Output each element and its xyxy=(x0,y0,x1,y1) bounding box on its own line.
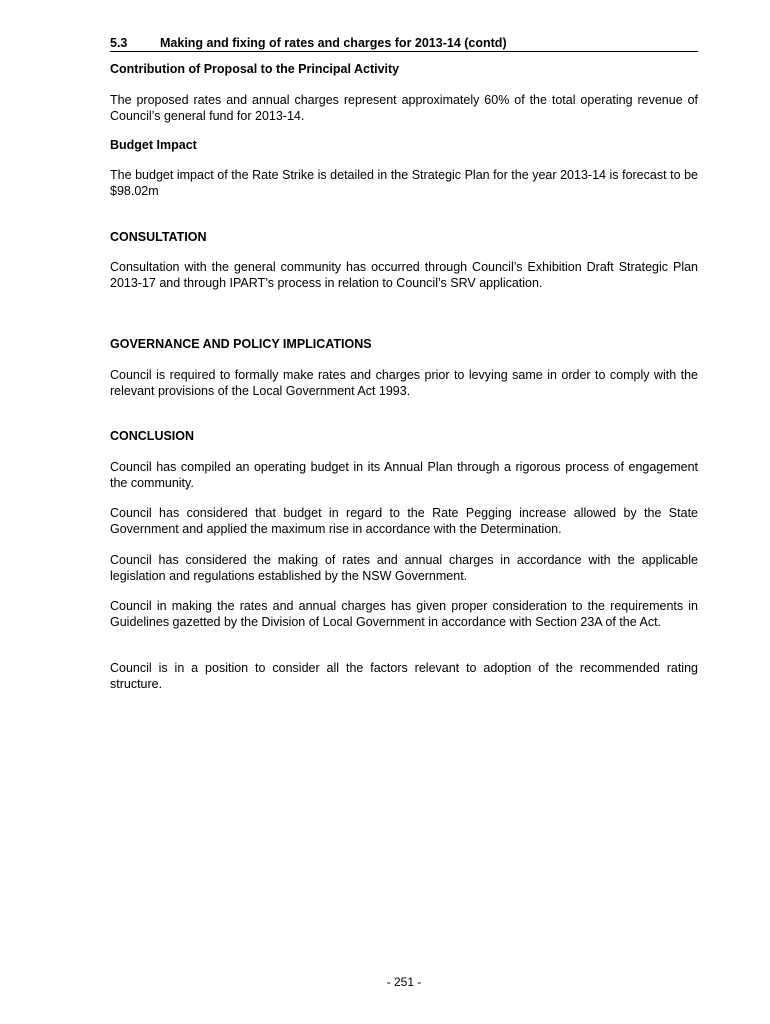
section-number: 5.3 xyxy=(110,36,128,50)
page-number: - 251 - xyxy=(386,975,422,989)
conclusion-paragraph: Council has considered that budget in regard to the Rate Pegging increase allowed by the State Government and applied the maximum rise in accordance with the Determination. xyxy=(110,506,698,536)
section-title: Making and fixing of rates and charges for 2013-14 (contd) xyxy=(160,36,507,50)
contribution-text: The proposed rates and annual charges represent approximately 60% of the total operating revenue of Council’s general fund for 2013-14. xyxy=(110,93,698,123)
contribution-heading: Contribution of Proposal to the Principal Activity xyxy=(110,62,400,76)
conclusion-paragraph: Council has compiled an operating budget in its Annual Plan through a rigorous process of engagement the community. xyxy=(110,460,698,490)
consultation-text: Consultation with the general community has occurred through Council’s Exhibition Draft Strategic Plan 2013-17 and through IPART’s process in relation to Council’s SRV application. xyxy=(110,260,698,290)
governance-text: Council is required to formally make rates and charges prior to levying same in order to comply with the relevant provisions of the Local Government Act 1993. xyxy=(110,368,698,398)
budget-impact-heading: Budget Impact xyxy=(110,138,197,152)
document-page xyxy=(110,0,698,1024)
conclusion-paragraph: Council has considered the making of rates and annual charges in accordance with the applicable legislation and regulations established by the NSW Government. xyxy=(110,553,698,583)
section-header xyxy=(110,36,698,52)
consultation-heading: CONSULTATION xyxy=(110,230,207,244)
conclusion-paragraph: Council is in a position to consider all the factors relevant to adoption of the recommended rating structure. xyxy=(110,661,698,691)
governance-heading: GOVERNANCE AND POLICY IMPLICATIONS xyxy=(110,337,372,351)
conclusion-heading: CONCLUSION xyxy=(110,429,195,443)
budget-impact-text: The budget impact of the Rate Strike is detailed in the Strategic Plan for the year 2013-14 is forecast to be $98.02m xyxy=(110,168,698,198)
conclusion-paragraph: Council in making the rates and annual charges has given proper consideration to the requirements in Guidelines gazetted by the Division of Local Government in accordance with Section 23A of the Act. xyxy=(110,599,698,629)
